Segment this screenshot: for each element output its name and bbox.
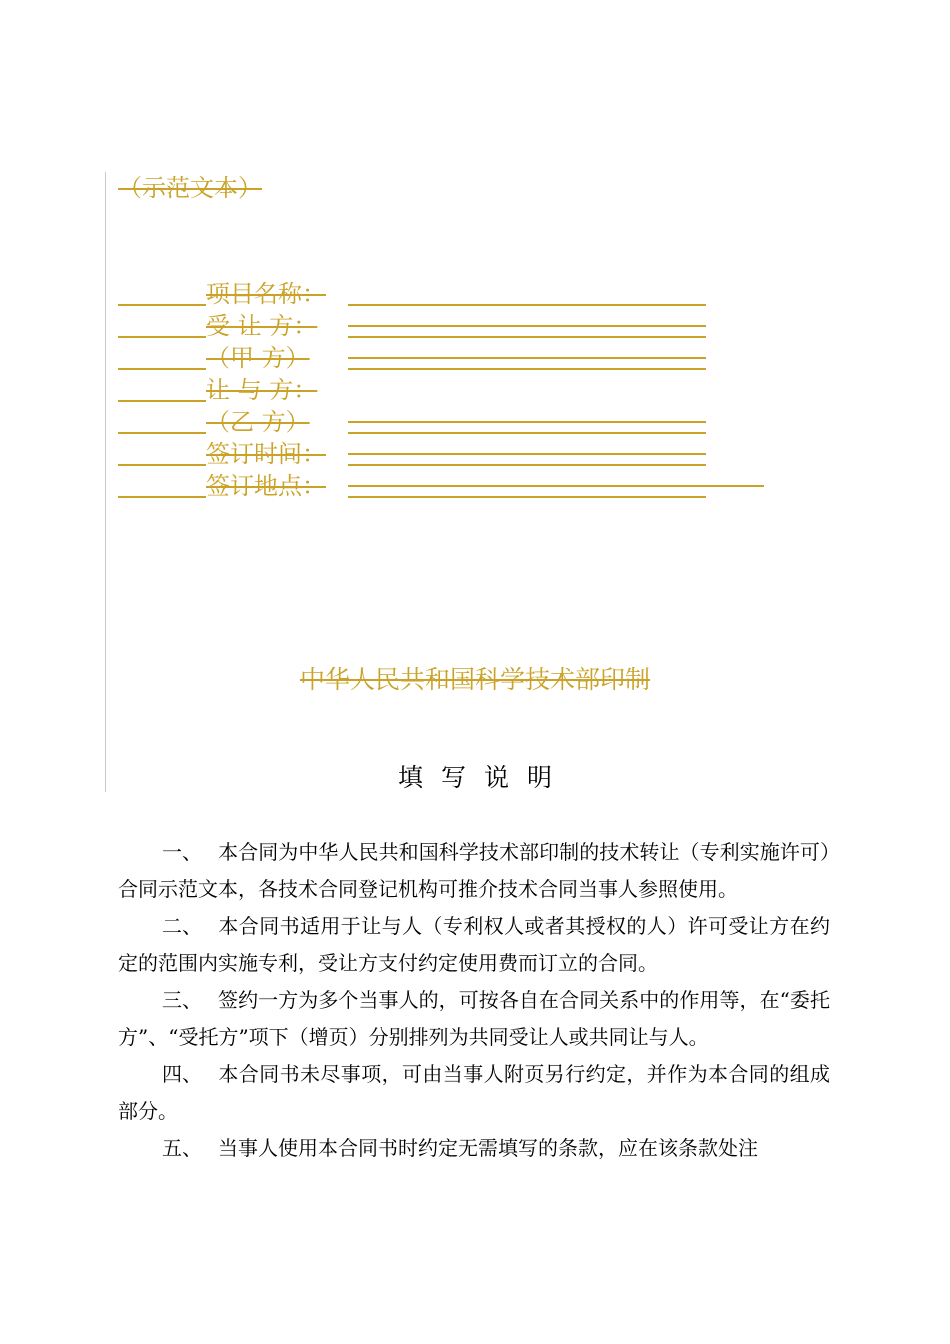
note-number: 三、 <box>162 988 202 1012</box>
leading-underline <box>118 304 206 306</box>
model-text-label: （示范文本） <box>118 174 262 202</box>
form-row-signing-time <box>0 442 950 474</box>
form-row-signing-place <box>0 474 950 506</box>
fill-in-line[interactable] <box>348 432 706 434</box>
notes-title: 填写说明 <box>397 763 570 792</box>
note-text: 当事人使用本合同书时约定无需填写的条款，应在该条款处注 <box>218 1136 758 1160</box>
field-label: （甲 方） <box>206 344 310 372</box>
note-item <box>118 1130 830 1167</box>
field-label: 让 与 方： <box>206 376 318 404</box>
form-row-party-a <box>0 346 950 378</box>
note-text: 本合同书适用于让与人（专利权人或者其授权的人）许可受让方在约定的范围内实施专利，受让方支付约定使用费而订立的合同。 <box>118 914 830 975</box>
form-row-project-name <box>0 282 950 314</box>
note-item <box>118 834 830 908</box>
notes-body <box>118 834 830 1167</box>
note-text: 本合同书未尽事项，可由当事人附页另行约定，并作为本合同的组成部分。 <box>118 1062 830 1123</box>
note-text: 签约一方为多个当事人的，可按各自在合同关系中的作用等，在“委托方”、“受托方”项下（增页）分别排列为共同受让人或共同让与人。 <box>118 988 830 1049</box>
publisher-line: 中华人民共和国科学技术部印制 <box>299 665 650 694</box>
fill-in-line[interactable] <box>348 496 706 498</box>
note-number: 二、 <box>162 914 202 938</box>
field-label: （乙 方） <box>206 408 310 436</box>
note-text: 本合同为中华人民共和国科学技术部印制的技术转让（专利实施许可）合同示范文本，各技术合同登记机构可推介技术合同当事人参照使用。 <box>118 840 830 901</box>
note-number: 五、 <box>162 1136 202 1160</box>
field-label: 项目名称： <box>206 280 326 308</box>
note-item <box>118 982 830 1056</box>
leading-underline <box>118 496 206 498</box>
fill-in-line[interactable] <box>348 336 706 338</box>
fill-in-line[interactable] <box>348 304 706 306</box>
leading-underline <box>118 368 206 370</box>
fill-in-line[interactable] <box>348 368 706 370</box>
leading-underline <box>118 464 206 466</box>
form-row-transferee <box>0 314 950 346</box>
field-label: 受 让 方： <box>206 312 318 340</box>
note-number: 四、 <box>162 1062 202 1086</box>
fill-in-line[interactable] <box>348 464 706 466</box>
field-label: 签订地点： <box>206 472 326 500</box>
leading-underline <box>118 400 206 402</box>
note-item <box>118 908 830 982</box>
field-label: 签订时间： <box>206 440 326 468</box>
note-number: 一、 <box>162 840 202 864</box>
leading-underline <box>118 432 206 434</box>
form-row-transferor <box>0 378 950 410</box>
note-item <box>118 1056 830 1130</box>
form-row-party-b <box>0 410 950 442</box>
leading-underline <box>118 336 206 338</box>
